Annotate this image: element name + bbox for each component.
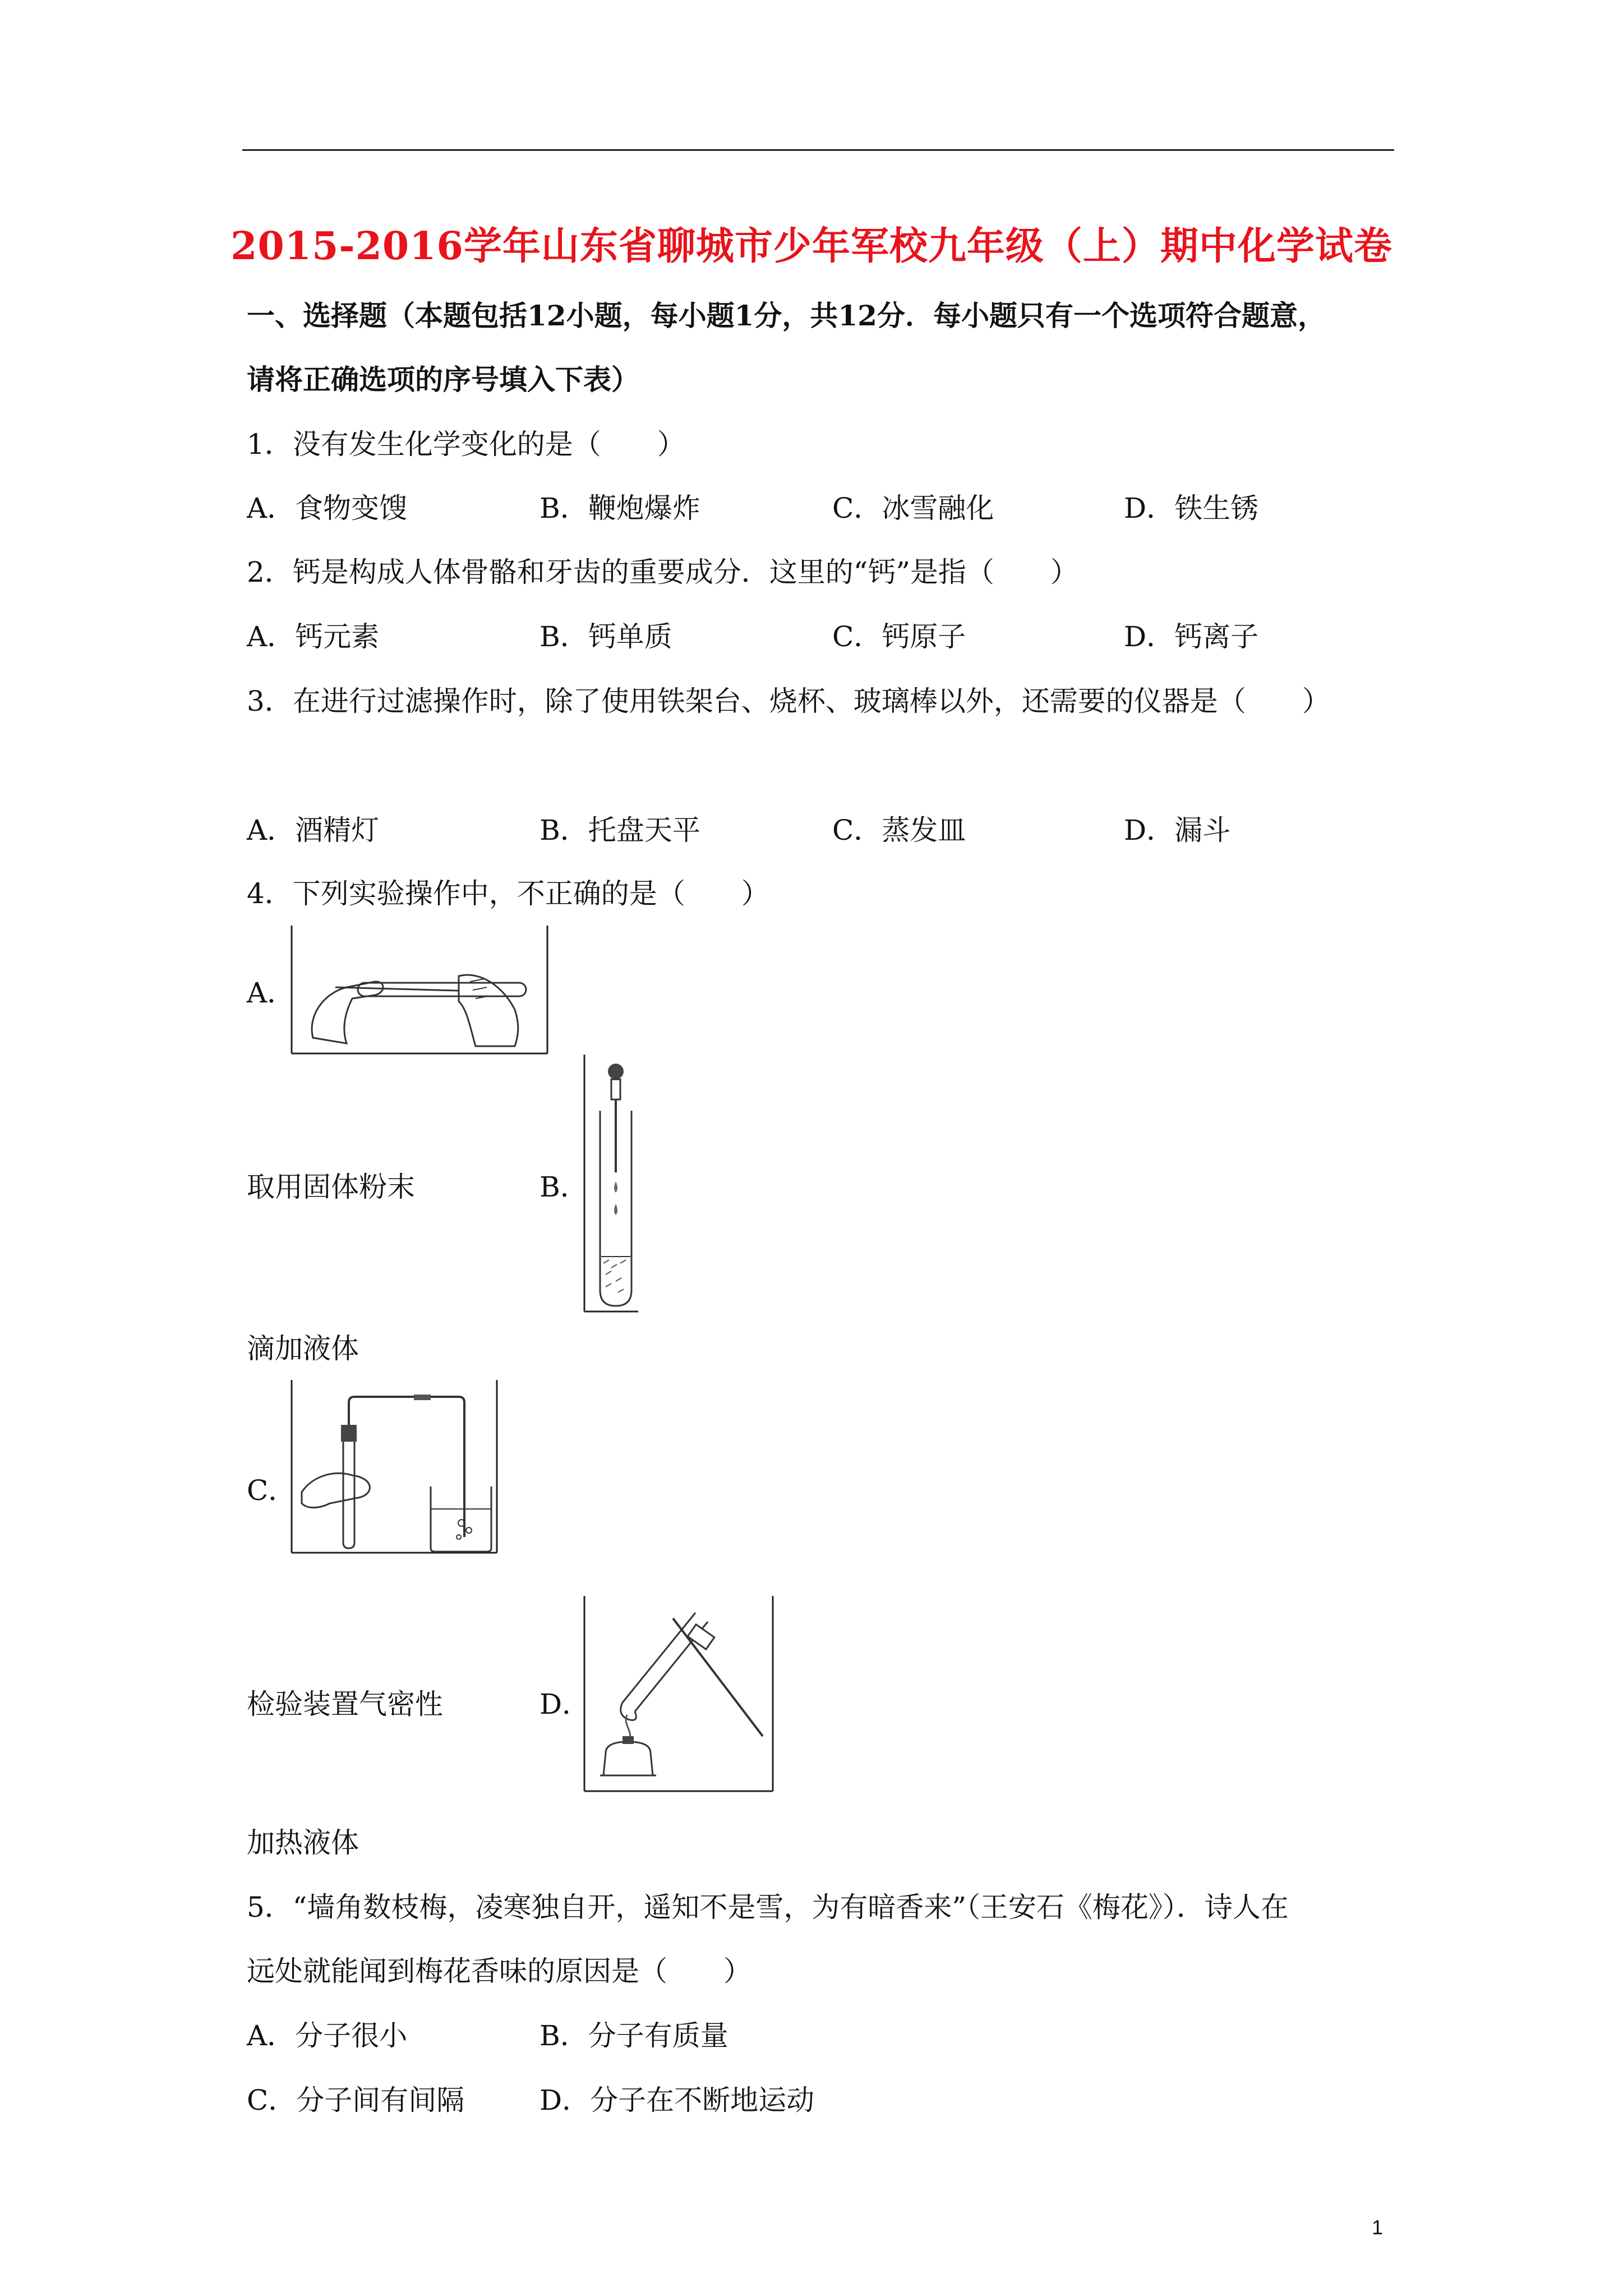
q3-option-b: B．托盘天平 xyxy=(540,814,700,846)
q4-option-b-letter: B． xyxy=(540,1171,588,1203)
question-3-stem: 3．在进行过滤操作时，除了使用铁架台、烧杯、玻璃棒以外，还需要的仪器是（ ） xyxy=(247,685,1330,717)
q5-option-d: D．分子在不断地运动 xyxy=(540,2084,815,2116)
question-5-stem-line2: 远处就能闻到梅花香味的原因是（ ） xyxy=(247,1955,751,1987)
q5-option-c: C．分子间有间隔 xyxy=(247,2084,465,2116)
q1-option-a: A．食物变馊 xyxy=(247,492,408,524)
q3-option-d: D．漏斗 xyxy=(1124,814,1231,846)
section-heading-line2: 请将正确选项的序号填入下表） xyxy=(247,363,639,396)
question-5-stem-line1: 5．“墙角数枝梅，凌寒独自开，遥知不是雪，为有暗香来”（王安石《梅花》）．诗人在 xyxy=(247,1891,1289,1924)
q4-option-b-caption: 滴加液体 xyxy=(247,1332,359,1365)
q2-option-c: C．钙原子 xyxy=(832,620,966,653)
q2-option-a: A．钙元素 xyxy=(247,620,380,653)
document-title: 2015-2016学年山东省聊城市少年军校九年级（上）期中化学试卷 xyxy=(230,224,1393,269)
q1-option-c: C．冰雪融化 xyxy=(832,492,994,524)
q4-option-d-caption: 加热液体 xyxy=(247,1826,359,1859)
q4-option-a-letter: A． xyxy=(247,977,296,1009)
q4-figure-a-test-tube-powder xyxy=(291,926,548,1055)
q5-option-b: B．分子有质量 xyxy=(540,2019,728,2052)
q4-option-d-letter: D． xyxy=(540,1688,591,1720)
section-heading-line1: 一、选择题（本题包括12小题，每小题1分，共12分．每小题只有一个选项符合题意， xyxy=(247,299,1326,332)
question-1-stem: 1．没有发生化学变化的是（ ） xyxy=(247,428,685,461)
q4-option-c-caption: 检验装置气密性 xyxy=(247,1688,443,1720)
q1-option-b: B．鞭炮爆炸 xyxy=(540,492,700,524)
page-number: 1 xyxy=(1372,2216,1384,2239)
question-4-stem: 4．下列实验操作中，不正确的是（ ） xyxy=(247,877,769,910)
q4-figure-b-dropper xyxy=(583,1055,639,1313)
q4-figure-c-airtightness xyxy=(291,1380,498,1554)
q4-figure-d-heating-liquid xyxy=(583,1596,774,1792)
question-2-stem: 2．钙是构成人体骨骼和牙齿的重要成分．这里的“钙”是指（ ） xyxy=(247,556,1078,588)
q2-option-d: D．钙离子 xyxy=(1124,620,1259,653)
q4-option-c-letter: C． xyxy=(247,1474,297,1507)
q1-option-d: D．铁生锈 xyxy=(1124,492,1259,524)
q5-option-a: A．分子很小 xyxy=(247,2019,408,2052)
q2-option-b: B．钙单质 xyxy=(540,620,672,653)
header-rule xyxy=(242,149,1394,151)
q4-option-a-caption: 取用固体粉末 xyxy=(247,1171,415,1203)
q3-option-c: C．蒸发皿 xyxy=(832,814,966,846)
q3-option-a: A．酒精灯 xyxy=(247,814,380,846)
